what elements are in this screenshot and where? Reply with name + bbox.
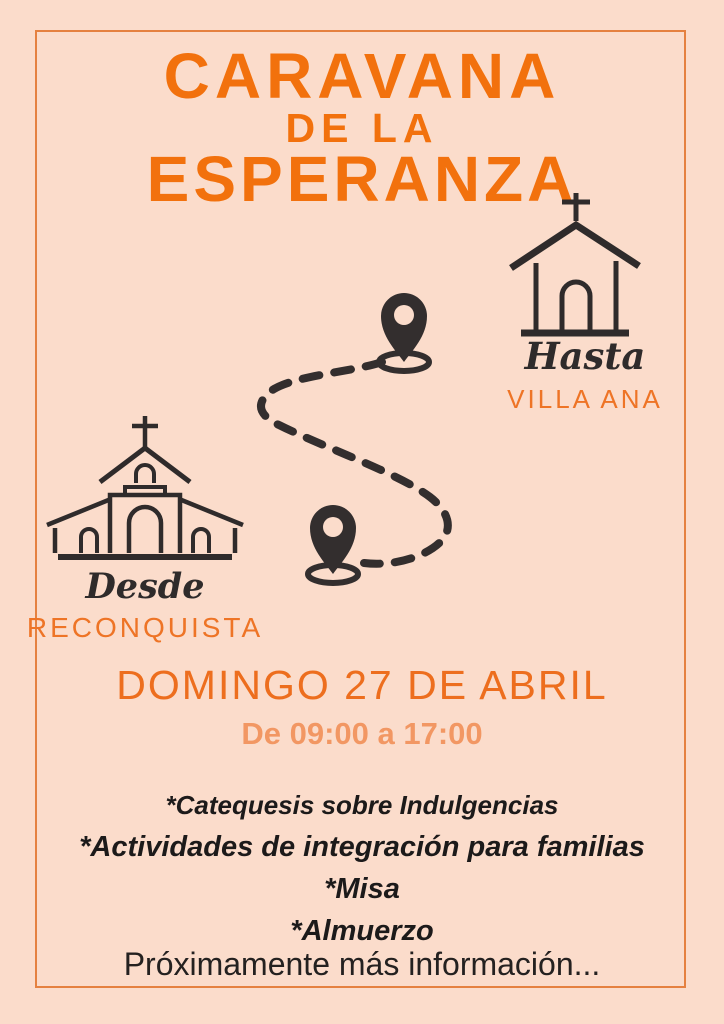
title-line-2: DE LA — [285, 105, 439, 151]
church-icon — [506, 190, 642, 347]
activity-item: *Almuerzo — [290, 915, 434, 947]
activities-list — [0, 784, 724, 952]
activity-item: *Actividades de integración para familias — [79, 831, 645, 863]
origin-label: Desde — [85, 566, 205, 607]
title-line-3: ESPERANZA — [146, 143, 578, 215]
footer-note: Próximamente más información... — [123, 946, 601, 982]
destination-name: VILLA ANA — [507, 384, 663, 414]
map-pin-icon — [308, 505, 358, 583]
activity-item: *Misa — [324, 873, 400, 905]
destination-label: Hasta — [524, 334, 646, 378]
dashed-route-icon — [250, 280, 470, 590]
activity-item: *Catequesis sobre Indulgencias — [165, 790, 559, 820]
map-pin-icon — [379, 293, 429, 371]
origin-name: RECONQUISTA — [26, 612, 264, 643]
event-time: De 09:00 a 17:00 — [241, 716, 483, 751]
poster-title — [0, 40, 724, 215]
event-date: DOMINGO 27 DE ABRIL — [116, 662, 608, 708]
title-line-1: CARAVANA — [163, 40, 561, 112]
church-icon — [45, 412, 245, 569]
